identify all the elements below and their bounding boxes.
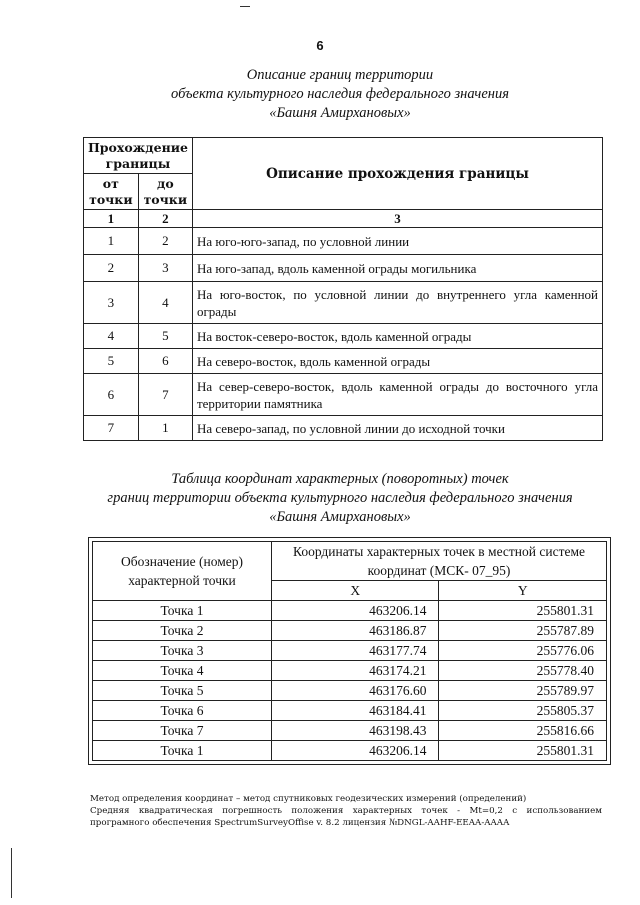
to-point: 4 [138, 282, 192, 324]
from-point: 4 [84, 324, 139, 349]
passage-description: На север-северо-восток, вдоль каменной ограды до восточного угла территории памятника [192, 374, 602, 416]
table-row [93, 641, 607, 661]
to-point: 5 [138, 324, 192, 349]
header-coordinates: Координаты характерных точек в местной системе координат (МСК- 07_95) [272, 542, 607, 581]
passage-description: На юго-восток, по условной линии до внутреннего угла каменной ограды [192, 282, 602, 324]
table-row [93, 701, 607, 721]
table-row [93, 621, 607, 641]
table-row [84, 255, 603, 282]
from-point: 1 [84, 228, 139, 255]
column-number: 3 [192, 210, 602, 228]
coord-y: 255778.40 [439, 661, 607, 681]
coord-y: 255789.97 [439, 681, 607, 701]
from-point: 6 [84, 374, 139, 416]
table-row [93, 681, 607, 701]
header-description: Описание прохождения границы [192, 138, 602, 210]
title-line: «Башня Амирхановых» [269, 105, 411, 121]
passage-description: На юго-запад, вдоль каменной ограды могильника [192, 255, 602, 282]
header-from: от точки [84, 174, 139, 210]
coord-y: 255776.06 [439, 641, 607, 661]
passage-description: На северо-восток, вдоль каменной ограды [192, 349, 602, 374]
point-name: Точка 5 [93, 681, 272, 701]
coord-y: 255801.31 [439, 601, 607, 621]
from-point: 2 [84, 255, 139, 282]
to-point: 7 [138, 374, 192, 416]
point-name: Точка 3 [93, 641, 272, 661]
note-line: Средняя квадратическая погрешность положения характерных точек - Mt=0,2 с использованием програмного обеспечения SpectrumSurveyOffise v. 8.2 лицензия №DNGL-AAHF-EEAA-AAAA [90, 806, 602, 828]
coord-x: 463206.14 [272, 601, 439, 621]
title-line: границ территории объекта культурного наследия федерального значения [107, 490, 573, 506]
passage-description: На юго-юго-запад, по условной линии [192, 228, 602, 255]
point-name: Точка 1 [93, 741, 272, 761]
column-number: 1 [84, 210, 139, 228]
coord-y: 255787.89 [439, 621, 607, 641]
point-name: Точка 6 [93, 701, 272, 721]
table-row [84, 349, 603, 374]
coord-y: 255801.31 [439, 741, 607, 761]
point-name: Точка 1 [93, 601, 272, 621]
passage-description: На северо-запад, по условной линии до исходной точки [192, 416, 602, 441]
coord-x: 463174.21 [272, 661, 439, 681]
coordinates-table-frame [88, 537, 611, 765]
coordinates-table [92, 541, 607, 761]
table-row [93, 721, 607, 741]
header-passage: Прохождение границы [84, 138, 193, 174]
boundary-description-title [60, 66, 620, 123]
point-name: Точка 7 [93, 721, 272, 741]
table-row [93, 661, 607, 681]
table-row [84, 416, 603, 441]
scan-margin-mark [11, 848, 12, 898]
boundary-description-table [83, 137, 603, 441]
table-row [84, 282, 603, 324]
header-y: Y [439, 581, 607, 601]
coord-x: 463184.41 [272, 701, 439, 721]
scan-mark [240, 6, 250, 7]
table-row [84, 374, 603, 416]
table-row [84, 324, 603, 349]
coord-x: 463177.74 [272, 641, 439, 661]
header-to: до точки [138, 174, 192, 210]
from-point: 7 [84, 416, 139, 441]
table-row [93, 741, 607, 761]
coord-x: 463206.14 [272, 741, 439, 761]
to-point: 2 [138, 228, 192, 255]
coordinates-title [60, 470, 620, 527]
coord-x: 463176.60 [272, 681, 439, 701]
measurement-notes [90, 793, 602, 829]
to-point: 3 [138, 255, 192, 282]
title-line: Таблица координат характерных (поворотных) точек [171, 471, 509, 487]
coord-x: 463198.43 [272, 721, 439, 741]
passage-description: На восток-северо-восток, вдоль каменной ограды [192, 324, 602, 349]
column-number: 2 [138, 210, 192, 228]
title-line: «Башня Амирхановых» [269, 509, 411, 525]
point-name: Точка 2 [93, 621, 272, 641]
point-name: Точка 4 [93, 661, 272, 681]
header-point: Обозначение (номер) характерной точки [93, 542, 272, 601]
coord-x: 463186.87 [272, 621, 439, 641]
table-row [84, 228, 603, 255]
to-point: 6 [138, 349, 192, 374]
coord-y: 255805.37 [439, 701, 607, 721]
note-line: Метод определения координат – метод спутниковых геодезических измерений (определений) [90, 794, 527, 804]
from-point: 3 [84, 282, 139, 324]
header-x: X [272, 581, 439, 601]
table-row [93, 601, 607, 621]
coord-y: 255816.66 [439, 721, 607, 741]
title-line: объекта культурного наследия федерального значения [171, 86, 509, 102]
from-point: 5 [84, 349, 139, 374]
title-line: Описание границ территории [246, 67, 434, 83]
page-number: 6 [316, 38, 324, 53]
to-point: 1 [138, 416, 192, 441]
